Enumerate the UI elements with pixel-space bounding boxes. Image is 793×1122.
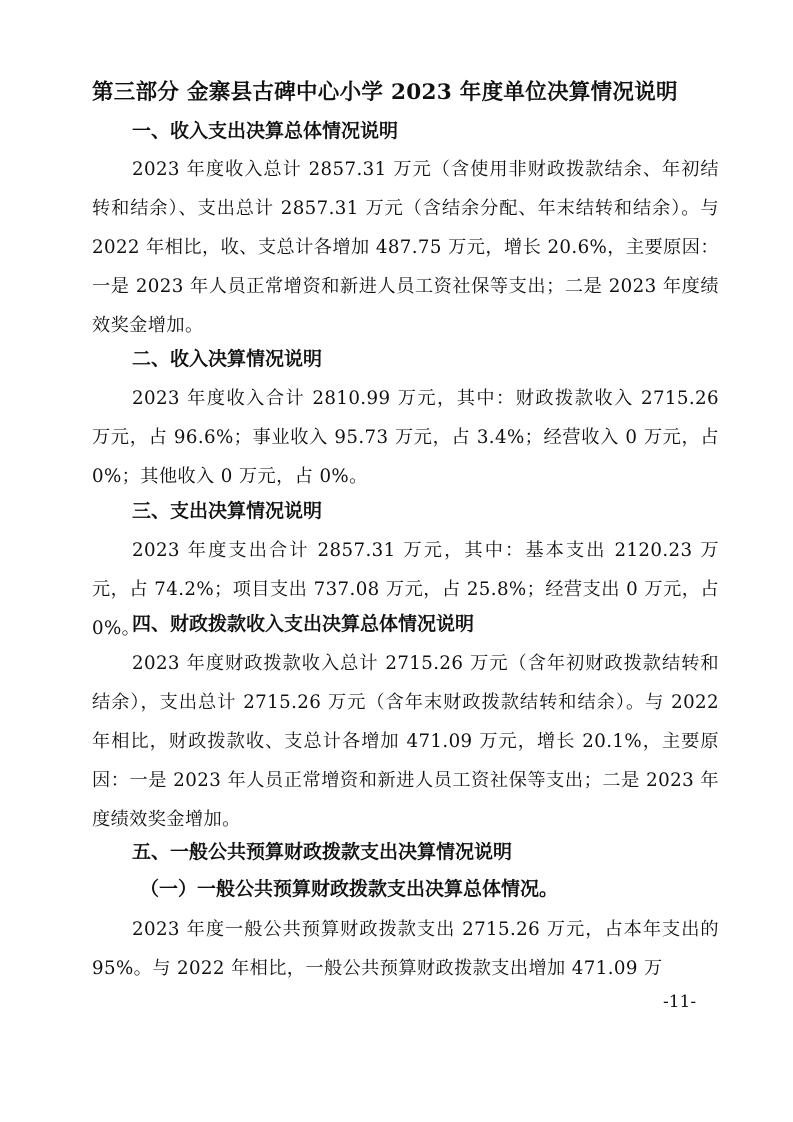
section-heading-income: 二、收入决算情况说明 <box>132 348 323 370</box>
section-paragraph-income: 2023 年度收入合计 2810.99 万元，其中：财政拨款收入 2715.26 万元，占 96.6%；事业收入 95.73 万元，占 3.4%；经营收入 0 万元，占 0%；其他收入 0 万元，占 0%。 <box>92 388 719 487</box>
page-number: -11- <box>663 992 697 1012</box>
section-paragraph-general-public-budget: 2023 年度一般公共预算财政拨款支出 2715.26 万元，占本年支出的 95%。与 2022 年相比，一般公共预算财政拨款支出增加 471.09 万 <box>92 919 719 979</box>
section-paragraph-income-expense-total: 2023 年度收入总计 2857.31 万元（含使用非财政拨款结余、年初结转和结余）、支出总计 2857.31 万元（含结余分配、年末结转和结余）。与 2022 年相比，收、支总计各增加 487.75 万元，增长 20.6%，主要原因：一是 2023 年人员正常增资和新进人员工资社保等支出；二是 2023 年度绩效奖金增加。 <box>92 159 719 336</box>
document-title: 第三部分 金寨县古碑中心小学 2023 年度单位决算情况说明 <box>92 80 678 105</box>
section-heading-general-public-budget: 五、一般公共预算财政拨款支出决算情况说明 <box>132 841 513 863</box>
section-paragraph-expense: 2023 年度支出合计 2857.31 万元，其中：基本支出 2120.23 万元，占 74.2%；项目支出 737.08 万元，占 25.8%；经营支出 0 万元，占 0%。 <box>92 540 719 639</box>
subsection-heading-general-public-budget-overview: （一）一般公共预算财政拨款支出决算总体情况。 <box>140 878 559 900</box>
section-heading-income-expense-total: 一、收入支出决算总体情况说明 <box>132 120 399 142</box>
section-heading-expense: 三、支出决算情况说明 <box>132 500 323 522</box>
section-paragraph-fiscal-appropriation: 2023 年度财政拨款收入总计 2715.26 万元（含年初财政拨款结转和结余），支出总计 2715.26 万元（含年末财政拨款结转和结余）。与 2022 年相比，财政拨款收、支总计各增加 471.09 万元，增长 20.1%，主要原因：一是 2023 年人员正常增资和新进人员工资社保等支出；二是 2023 年度绩效奖金增加。 <box>92 653 719 830</box>
section-heading-fiscal-appropriation: 四、财政拨款收入支出决算总体情况说明 <box>132 613 475 635</box>
